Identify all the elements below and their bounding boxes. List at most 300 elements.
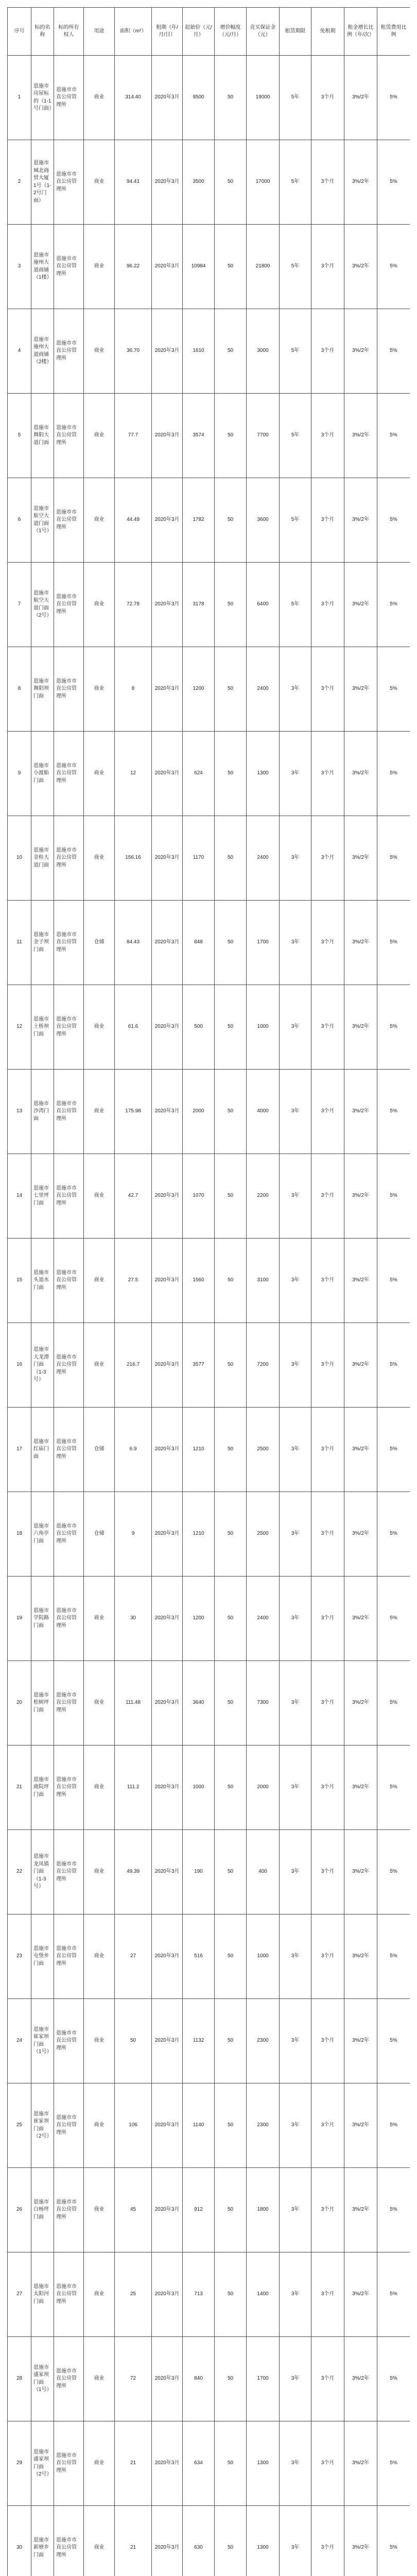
- property-name-cell: 恩施市崔家坝门面（1号）: [31, 1999, 54, 2083]
- starting-price-cell: 3640: [183, 1661, 215, 1745]
- deposit-cell: 6400: [247, 563, 280, 647]
- owner-cell: 恩施市市直公房管理所: [54, 140, 84, 225]
- usage-cell: 商业: [84, 140, 115, 225]
- starting-price-cell: 1200: [183, 1577, 215, 1661]
- lease-term-cell: 3年: [280, 1323, 311, 1408]
- price-increment-cell: 50: [215, 309, 247, 394]
- lease-date-cell: 2020年3月: [152, 394, 183, 478]
- rent-increase-cell: 3%/2年: [344, 140, 377, 225]
- row-number-cell: 5: [8, 394, 31, 478]
- owner-cell: 恩施市市直公房管理所: [54, 2337, 84, 2421]
- deposit-cell: 1300: [247, 2421, 280, 2506]
- lease-term-cell: 3年: [280, 2506, 311, 2576]
- area-cell: 45: [115, 2168, 152, 2252]
- lease-term-cell: 3年: [280, 1408, 311, 1492]
- lease-date-cell: 2020年3月: [152, 732, 183, 816]
- usage-cell: 商业: [84, 2083, 115, 2168]
- fee-ratio-cell: 5%: [377, 2168, 410, 2252]
- rent-increase-cell: 3%/2年: [344, 2083, 377, 2168]
- starting-price-cell: 1200: [183, 647, 215, 732]
- starting-price-cell: 1210: [183, 1492, 215, 1577]
- rent-free-cell: 3个月: [311, 2083, 344, 2168]
- lease-date-cell: 2020年3月: [152, 2421, 183, 2506]
- rent-increase-cell: 3%/2年: [344, 1492, 377, 1577]
- area-cell: 27: [115, 1914, 152, 1999]
- lease-date-cell: 2020年3月: [152, 1492, 183, 1577]
- lease-date-cell: 2020年3月: [152, 1408, 183, 1492]
- price-increment-cell: 50: [215, 732, 247, 816]
- area-cell: 61.6: [115, 985, 152, 1070]
- table-row: [8, 1830, 410, 1914]
- area-cell: 156.16: [115, 816, 152, 901]
- usage-cell: 商业: [84, 394, 115, 478]
- area-cell: 36.70: [115, 309, 152, 394]
- row-number-cell: 13: [8, 1070, 31, 1154]
- fee-ratio-cell: 5%: [377, 1070, 410, 1154]
- fee-ratio-cell: 5%: [377, 225, 410, 309]
- usage-cell: 仓储: [84, 1492, 115, 1577]
- fee-ratio-cell: 5%: [377, 309, 410, 394]
- lease-term-cell: 3年: [280, 1661, 311, 1745]
- fee-ratio-cell: 5%: [377, 647, 410, 732]
- usage-cell: 商业: [84, 2168, 115, 2252]
- area-cell: 49.39: [115, 1830, 152, 1914]
- usage-cell: 商业: [84, 56, 115, 140]
- area-cell: 175.98: [115, 1070, 152, 1154]
- rent-free-cell: 3个月: [311, 2421, 344, 2506]
- area-cell: 106: [115, 2083, 152, 2168]
- row-number-cell: 22: [8, 1830, 31, 1914]
- owner-cell: 恩施市市直公房管理所: [54, 816, 84, 901]
- property-name-cell: 恩施市航空大道门面（2号）: [31, 563, 54, 647]
- price-increment-cell: 50: [215, 478, 247, 563]
- starting-price-cell: 190: [183, 1830, 215, 1914]
- column-header: 租赁费用比例: [377, 8, 410, 56]
- price-increment-cell: 50: [215, 2168, 247, 2252]
- starting-price-cell: 848: [183, 901, 215, 985]
- row-number-cell: 3: [8, 225, 31, 309]
- lease-term-cell: 3年: [280, 2337, 311, 2421]
- price-increment-cell: 50: [215, 647, 247, 732]
- price-increment-cell: 50: [215, 1830, 247, 1914]
- property-name-cell: 恩施市白杨坪门面: [31, 2168, 54, 2252]
- rent-increase-cell: 3%/2年: [344, 901, 377, 985]
- rent-increase-cell: 3%/2年: [344, 394, 377, 478]
- row-number-cell: 15: [8, 1239, 31, 1323]
- table-row: [8, 563, 410, 647]
- price-increment-cell: 50: [215, 2421, 247, 2506]
- price-increment-cell: 50: [215, 1154, 247, 1239]
- fee-ratio-cell: 5%: [377, 816, 410, 901]
- row-number-cell: 27: [8, 2252, 31, 2337]
- usage-cell: 商业: [84, 2421, 115, 2506]
- rent-free-cell: 3个月: [311, 2506, 344, 2576]
- row-number-cell: 20: [8, 1661, 31, 1745]
- starting-price-cell: 713: [183, 2252, 215, 2337]
- table-row: [8, 901, 410, 985]
- starting-price-cell: 1610: [183, 309, 215, 394]
- price-increment-cell: 50: [215, 140, 247, 225]
- auction-listing-table: [7, 7, 410, 2576]
- starting-price-cell: 1140: [183, 2083, 215, 2168]
- column-header: 租赁期限: [280, 8, 311, 56]
- lease-date-cell: 2020年3月: [152, 140, 183, 225]
- owner-cell: 恩施市市直公房管理所: [54, 1154, 84, 1239]
- deposit-cell: 2400: [247, 647, 280, 732]
- price-increment-cell: 50: [215, 1408, 247, 1492]
- column-header: 免租期: [311, 8, 344, 56]
- usage-cell: 商业: [84, 563, 115, 647]
- row-number-cell: 17: [8, 1408, 31, 1492]
- rent-free-cell: 3个月: [311, 394, 344, 478]
- area-cell: 27.5: [115, 1239, 152, 1323]
- deposit-cell: 1700: [247, 2337, 280, 2421]
- fee-ratio-cell: 5%: [377, 1745, 410, 1830]
- table-row: [8, 1914, 410, 1999]
- row-number-cell: 21: [8, 1745, 31, 1830]
- usage-cell: 商业: [84, 1830, 115, 1914]
- fee-ratio-cell: 5%: [377, 1492, 410, 1577]
- starting-price-cell: 3500: [183, 140, 215, 225]
- lease-date-cell: 2020年3月: [152, 647, 183, 732]
- lease-term-cell: 3年: [280, 1830, 311, 1914]
- usage-cell: 商业: [84, 478, 115, 563]
- rent-increase-cell: 3%/2年: [344, 985, 377, 1070]
- property-name-cell: 恩施市舞阳大道门面: [31, 394, 54, 478]
- rent-increase-cell: 3%/2年: [344, 1745, 377, 1830]
- owner-cell: 恩施市市直公房管理所: [54, 2506, 84, 2576]
- column-header: 面积（m²）: [115, 8, 152, 56]
- price-increment-cell: 50: [215, 985, 247, 1070]
- price-increment-cell: 50: [215, 901, 247, 985]
- property-name-cell: 恩施市金子坝门面: [31, 901, 54, 985]
- area-cell: 216.7: [115, 1323, 152, 1408]
- price-increment-cell: 50: [215, 2337, 247, 2421]
- lease-date-cell: 2020年3月: [152, 1745, 183, 1830]
- lease-term-cell: 3年: [280, 2252, 311, 2337]
- lease-term-cell: 3年: [280, 2421, 311, 2506]
- price-increment-cell: 50: [215, 56, 247, 140]
- rent-increase-cell: 3%/2年: [344, 1830, 377, 1914]
- property-name-cell: 恩施市崔家坝门面（2号）: [31, 2083, 54, 2168]
- row-number-cell: 14: [8, 1154, 31, 1239]
- usage-cell: 商业: [84, 2252, 115, 2337]
- owner-cell: 恩施市市直公房管理所: [54, 1323, 84, 1408]
- rent-free-cell: 3个月: [311, 309, 344, 394]
- lease-term-cell: 3年: [280, 1154, 311, 1239]
- usage-cell: 商业: [84, 1070, 115, 1154]
- rent-increase-cell: 3%/2年: [344, 225, 377, 309]
- starting-price-cell: 624: [183, 732, 215, 816]
- usage-cell: 商业: [84, 309, 115, 394]
- fee-ratio-cell: 5%: [377, 2252, 410, 2337]
- table-row: [8, 647, 410, 732]
- rent-free-cell: 3个月: [311, 901, 344, 985]
- rent-free-cell: 3个月: [311, 56, 344, 140]
- row-number-cell: 26: [8, 2168, 31, 2252]
- area-cell: 44.49: [115, 478, 152, 563]
- column-header: 标的所有权人: [54, 8, 84, 56]
- lease-term-cell: 3年: [280, 1577, 311, 1661]
- rent-increase-cell: 3%/2年: [344, 1999, 377, 2083]
- starting-price-cell: 1170: [183, 816, 215, 901]
- deposit-cell: 19000: [247, 56, 280, 140]
- owner-cell: 恩施市市直公房管理所: [54, 563, 84, 647]
- table-row: [8, 2506, 410, 2576]
- row-number-cell: 4: [8, 309, 31, 394]
- area-cell: 314.40: [115, 56, 152, 140]
- usage-cell: 商业: [84, 732, 115, 816]
- row-number-cell: 29: [8, 2421, 31, 2506]
- price-increment-cell: 50: [215, 2083, 247, 2168]
- property-name-cell: 恩施市金桂大道门面: [31, 816, 54, 901]
- table-row: [8, 1661, 410, 1745]
- price-increment-cell: 50: [215, 563, 247, 647]
- row-number-cell: 19: [8, 1577, 31, 1661]
- owner-cell: 恩施市市直公房管理所: [54, 2168, 84, 2252]
- rent-increase-cell: 3%/2年: [344, 478, 377, 563]
- fee-ratio-cell: 5%: [377, 901, 410, 985]
- deposit-cell: 2300: [247, 1999, 280, 2083]
- table-row: [8, 56, 410, 140]
- row-number-cell: 18: [8, 1492, 31, 1577]
- fee-ratio-cell: 5%: [377, 1154, 410, 1239]
- fee-ratio-cell: 5%: [377, 478, 410, 563]
- rent-free-cell: 3个月: [311, 478, 344, 563]
- area-cell: 12: [115, 732, 152, 816]
- rent-free-cell: 3个月: [311, 2252, 344, 2337]
- owner-cell: 恩施市市直公房管理所: [54, 2421, 84, 2506]
- row-number-cell: 6: [8, 478, 31, 563]
- property-name-cell: 恩施市房屋标的（1-1号门面）: [31, 56, 54, 140]
- usage-cell: 商业: [84, 1323, 115, 1408]
- property-name-cell: 恩施市鹿院坪门面: [31, 1745, 54, 1830]
- deposit-cell: 400: [247, 1830, 280, 1914]
- column-header: 起始价（元/月）: [183, 8, 215, 56]
- table-row: [8, 1492, 410, 1577]
- lease-date-cell: 2020年3月: [152, 2337, 183, 2421]
- column-header: 用途: [84, 8, 115, 56]
- row-number-cell: 2: [8, 140, 31, 225]
- lease-date-cell: 2020年3月: [152, 2506, 183, 2576]
- fee-ratio-cell: 5%: [377, 985, 410, 1070]
- fee-ratio-cell: 5%: [377, 2506, 410, 2576]
- deposit-cell: 2000: [247, 1745, 280, 1830]
- table-row: [8, 1577, 410, 1661]
- property-name-cell: 恩施市红庙门面: [31, 1408, 54, 1492]
- rent-increase-cell: 3%/2年: [344, 2337, 377, 2421]
- rent-increase-cell: 3%/2年: [344, 563, 377, 647]
- row-number-cell: 8: [8, 647, 31, 732]
- lease-term-cell: 3年: [280, 1745, 311, 1830]
- price-increment-cell: 50: [215, 1914, 247, 1999]
- fee-ratio-cell: 5%: [377, 1830, 410, 1914]
- starting-price-cell: 1000: [183, 1745, 215, 1830]
- area-cell: 111.2: [115, 1745, 152, 1830]
- price-increment-cell: 50: [215, 1745, 247, 1830]
- deposit-cell: 1300: [247, 732, 280, 816]
- price-increment-cell: 50: [215, 225, 247, 309]
- area-cell: 50: [115, 1999, 152, 2083]
- deposit-cell: 17000: [247, 140, 280, 225]
- area-cell: 72: [115, 2337, 152, 2421]
- lease-date-cell: 2020年3月: [152, 1830, 183, 1914]
- price-increment-cell: 50: [215, 816, 247, 901]
- lease-date-cell: 2020年3月: [152, 1661, 183, 1745]
- lease-date-cell: 2020年3月: [152, 901, 183, 985]
- usage-cell: 商业: [84, 2337, 115, 2421]
- lease-term-cell: 3年: [280, 1999, 311, 2083]
- deposit-cell: 7300: [247, 1661, 280, 1745]
- deposit-cell: 4000: [247, 1070, 280, 1154]
- row-number-cell: 7: [8, 563, 31, 647]
- lease-date-cell: 2020年3月: [152, 1239, 183, 1323]
- owner-cell: 恩施市市直公房管理所: [54, 56, 84, 140]
- usage-cell: 商业: [84, 1914, 115, 1999]
- property-name-cell: 恩施市盛家坝门面（2号）: [31, 2421, 54, 2506]
- owner-cell: 恩施市市直公房管理所: [54, 1661, 84, 1745]
- deposit-cell: 2300: [247, 2083, 280, 2168]
- fee-ratio-cell: 5%: [377, 56, 410, 140]
- starting-price-cell: 1560: [183, 1239, 215, 1323]
- deposit-cell: 2400: [247, 816, 280, 901]
- rent-increase-cell: 3%/2年: [344, 1070, 377, 1154]
- starting-price-cell: 912: [183, 2168, 215, 2252]
- usage-cell: 仓储: [84, 1408, 115, 1492]
- owner-cell: 恩施市市直公房管理所: [54, 1999, 84, 2083]
- lease-term-cell: 5年: [280, 140, 311, 225]
- lease-term-cell: 3年: [280, 901, 311, 985]
- column-header: 租金增长比例（年/次）: [344, 8, 377, 56]
- property-name-cell: 恩施市七里坪门面: [31, 1154, 54, 1239]
- property-name-cell: 恩施市太阳河门面: [31, 2252, 54, 2337]
- property-name-cell: 恩施市新塘乡门面: [31, 2506, 54, 2576]
- usage-cell: 商业: [84, 1577, 115, 1661]
- fee-ratio-cell: 5%: [377, 1661, 410, 1745]
- property-name-cell: 恩施市施州大道商铺（2楼）: [31, 309, 54, 394]
- lease-term-cell: 5年: [280, 478, 311, 563]
- deposit-cell: 1800: [247, 2168, 280, 2252]
- lease-date-cell: 2020年3月: [152, 985, 183, 1070]
- area-cell: 30: [115, 1577, 152, 1661]
- starting-price-cell: 1782: [183, 478, 215, 563]
- area-cell: 6.9: [115, 1408, 152, 1492]
- rent-increase-cell: 3%/2年: [344, 1323, 377, 1408]
- area-cell: 72.78: [115, 563, 152, 647]
- rent-free-cell: 3个月: [311, 1154, 344, 1239]
- deposit-cell: 1000: [247, 985, 280, 1070]
- property-name-cell: 恩施市舞阳坝门面: [31, 647, 54, 732]
- area-cell: 77.7: [115, 394, 152, 478]
- starting-price-cell: 516: [183, 1914, 215, 1999]
- lease-date-cell: 2020年3月: [152, 1999, 183, 2083]
- fee-ratio-cell: 5%: [377, 2083, 410, 2168]
- rent-free-cell: 3个月: [311, 140, 344, 225]
- lease-term-cell: 5年: [280, 56, 311, 140]
- usage-cell: 商业: [84, 816, 115, 901]
- table-row: [8, 1154, 410, 1239]
- owner-cell: 恩施市市直公房管理所: [54, 985, 84, 1070]
- property-name-cell: 恩施市沙湾门面: [31, 1070, 54, 1154]
- owner-cell: 恩施市市直公房管理所: [54, 1830, 84, 1914]
- listing-container: [7, 0, 410, 2576]
- rent-increase-cell: 3%/2年: [344, 1914, 377, 1999]
- owner-cell: 恩施市市直公房管理所: [54, 309, 84, 394]
- property-name-cell: 恩施市龙凤镇门面（1-3号）: [31, 1830, 54, 1914]
- owner-cell: 恩施市市直公房管理所: [54, 478, 84, 563]
- table-row: [8, 309, 410, 394]
- usage-cell: 仓储: [84, 901, 115, 985]
- rent-increase-cell: 3%/2年: [344, 816, 377, 901]
- fee-ratio-cell: 5%: [377, 2421, 410, 2506]
- owner-cell: 恩施市市直公房管理所: [54, 1492, 84, 1577]
- rent-free-cell: 3个月: [311, 732, 344, 816]
- lease-date-cell: 2020年3月: [152, 2168, 183, 2252]
- usage-cell: 商业: [84, 2506, 115, 2576]
- row-number-cell: 30: [8, 2506, 31, 2576]
- deposit-cell: 2200: [247, 1154, 280, 1239]
- property-name-cell: 恩施市城北商贸大厦1号（1-2号门面）: [31, 140, 54, 225]
- lease-date-cell: 2020年3月: [152, 1914, 183, 1999]
- price-increment-cell: 50: [215, 1239, 247, 1323]
- table-row: [8, 2252, 410, 2337]
- owner-cell: 恩施市市直公房管理所: [54, 732, 84, 816]
- rent-increase-cell: 3%/2年: [344, 2506, 377, 2576]
- rent-increase-cell: 3%/2年: [344, 2168, 377, 2252]
- area-cell: 25: [115, 2252, 152, 2337]
- price-increment-cell: 50: [215, 2506, 247, 2576]
- lease-term-cell: 5年: [280, 225, 311, 309]
- usage-cell: 商业: [84, 1239, 115, 1323]
- rent-free-cell: 3个月: [311, 1830, 344, 1914]
- row-number-cell: 16: [8, 1323, 31, 1408]
- rent-free-cell: 3个月: [311, 647, 344, 732]
- property-name-cell: 恩施市学院路门面: [31, 1577, 54, 1661]
- deposit-cell: 21800: [247, 225, 280, 309]
- property-name-cell: 恩施市大龙潭门面（1-3号）: [31, 1323, 54, 1408]
- rent-increase-cell: 3%/2年: [344, 1154, 377, 1239]
- price-increment-cell: 50: [215, 1577, 247, 1661]
- property-name-cell: 恩施市六角亭门面: [31, 1492, 54, 1577]
- deposit-cell: 1700: [247, 901, 280, 985]
- deposit-cell: 1300: [247, 2506, 280, 2576]
- price-increment-cell: 50: [215, 1999, 247, 2083]
- lease-term-cell: 3年: [280, 1239, 311, 1323]
- starting-price-cell: 9500: [183, 56, 215, 140]
- area-cell: 21: [115, 2421, 152, 2506]
- rent-increase-cell: 3%/2年: [344, 647, 377, 732]
- owner-cell: 恩施市市直公房管理所: [54, 647, 84, 732]
- rent-free-cell: 3个月: [311, 563, 344, 647]
- lease-date-cell: 2020年3月: [152, 1070, 183, 1154]
- fee-ratio-cell: 5%: [377, 1239, 410, 1323]
- lease-term-cell: 3年: [280, 1914, 311, 1999]
- price-increment-cell: 50: [215, 1492, 247, 1577]
- lease-term-cell: 3年: [280, 1070, 311, 1154]
- owner-cell: 恩施市市直公房管理所: [54, 901, 84, 985]
- lease-term-cell: 3年: [280, 985, 311, 1070]
- lease-date-cell: 2020年3月: [152, 2252, 183, 2337]
- rent-free-cell: 3个月: [311, 1914, 344, 1999]
- row-number-cell: 1: [8, 56, 31, 140]
- fee-ratio-cell: 5%: [377, 563, 410, 647]
- row-number-cell: 9: [8, 732, 31, 816]
- row-number-cell: 11: [8, 901, 31, 985]
- lease-date-cell: 2020年3月: [152, 225, 183, 309]
- table-row: [8, 2168, 410, 2252]
- rent-increase-cell: 3%/2年: [344, 732, 377, 816]
- table-row: [8, 2337, 410, 2421]
